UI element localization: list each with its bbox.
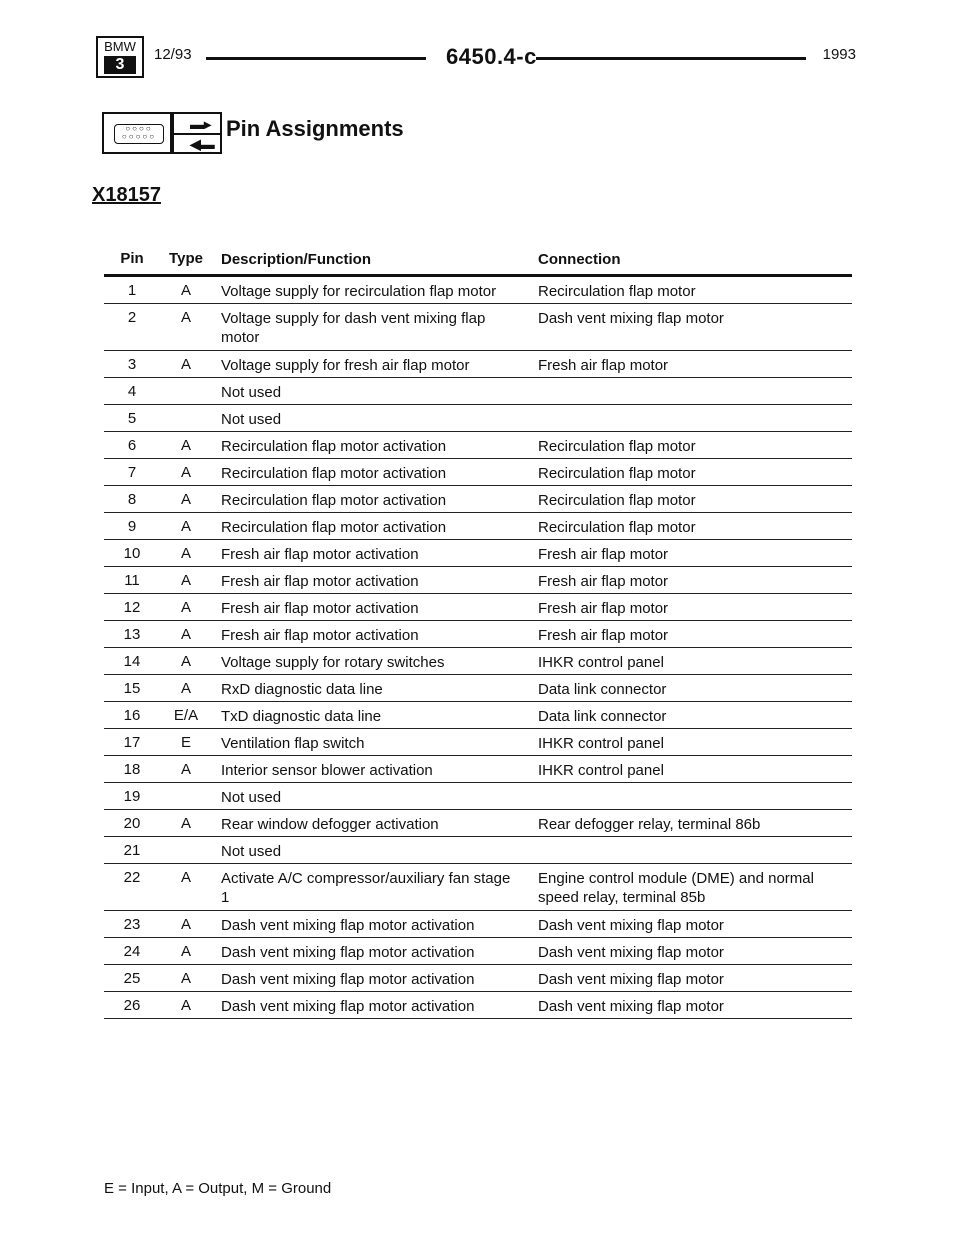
description-cell: Not used <box>221 411 282 428</box>
description-cell: Voltage supply for dash vent mixing flap motor <box>221 310 486 346</box>
pin-cell: 26 <box>123 997 141 1014</box>
table-row <box>104 756 852 783</box>
table-row <box>104 351 852 378</box>
table-row <box>104 432 852 459</box>
header-year: 1993 <box>822 46 856 63</box>
type-cell: A <box>180 545 191 562</box>
connection-cell: Dash vent mixing flap motor <box>538 998 724 1015</box>
connector-plug-icon: ○○○○ ○○○○○ <box>114 124 164 144</box>
table-row <box>104 992 852 1019</box>
pin-cell: 7 <box>127 464 137 481</box>
description-cell: Recirculation flap motor activation <box>221 492 447 509</box>
table-header <box>104 248 852 277</box>
pin-cell: 9 <box>127 518 137 535</box>
connection-cell: Recirculation flap motor <box>538 465 696 482</box>
type-cell: A <box>180 653 191 670</box>
pin-cell: 22 <box>123 869 141 886</box>
table-row <box>104 702 852 729</box>
description-cell: Recirculation flap motor activation <box>221 438 447 455</box>
pin-cell: 17 <box>123 734 141 751</box>
document-number: 6450.4-c <box>446 44 537 69</box>
connector-icon <box>102 112 172 154</box>
pin-cell: 10 <box>123 545 141 562</box>
logo-brand-text: BMW <box>104 39 136 54</box>
column-header-description: Description/Function <box>221 251 371 268</box>
pin-cell: 2 <box>127 309 137 326</box>
table-row <box>104 277 852 304</box>
type-cell: A <box>180 356 191 373</box>
description-cell: Recirculation flap motor activation <box>221 519 447 536</box>
description-cell: Not used <box>221 384 282 401</box>
column-header-type: Type <box>169 250 203 267</box>
type-cell: A <box>180 599 191 616</box>
table-row <box>104 621 852 648</box>
type-cell: A <box>180 518 191 535</box>
description-cell: TxD diagnostic data line <box>221 708 382 725</box>
table-body <box>104 277 852 1019</box>
description-cell: Fresh air flap motor activation <box>221 600 419 617</box>
table-row <box>104 594 852 621</box>
table-row <box>104 965 852 992</box>
description-cell: Fresh air flap motor activation <box>221 627 419 644</box>
pin-cell: 6 <box>127 437 137 454</box>
header-rule-right <box>536 57 806 60</box>
pin-cell: 18 <box>123 761 141 778</box>
connection-cell: Fresh air flap motor <box>538 357 669 374</box>
type-cell: A <box>180 572 191 589</box>
table-row <box>104 459 852 486</box>
description-cell: Rear window defogger activation <box>221 816 439 833</box>
pin-cell: 24 <box>123 943 141 960</box>
connection-cell: Data link connector <box>538 708 667 725</box>
pin-cell: 4 <box>127 383 137 400</box>
connection-cell: IHKR control panel <box>538 654 664 671</box>
output-arrow-icon: ▬▸ <box>190 116 212 132</box>
connection-cell: Dash vent mixing flap motor <box>538 917 724 934</box>
page-header <box>96 36 856 80</box>
table-row <box>104 837 852 864</box>
connection-cell: Fresh air flap motor <box>538 573 669 590</box>
table-row <box>104 486 852 513</box>
connection-cell: Engine control module (DME) and normal speed relay, terminal 85b <box>538 870 814 906</box>
description-cell: Voltage supply for rotary switches <box>221 654 445 671</box>
connection-cell: Dash vent mixing flap motor <box>538 944 724 961</box>
type-cell: E <box>180 734 191 751</box>
type-cell: A <box>180 309 191 326</box>
pin-cell: 21 <box>123 842 141 859</box>
table-row <box>104 304 852 351</box>
table-row <box>104 378 852 405</box>
description-cell: Dash vent mixing flap motor activation <box>221 971 475 988</box>
connection-cell: Recirculation flap motor <box>538 438 696 455</box>
pin-cell: 16 <box>123 707 141 724</box>
type-cell: A <box>180 943 191 960</box>
description-cell: Activate A/C compressor/auxiliary fan stage 1 <box>221 870 511 906</box>
description-cell: Dash vent mixing flap motor activation <box>221 944 475 961</box>
type-cell: A <box>180 491 191 508</box>
pin-cell: 5 <box>127 410 137 427</box>
table-row <box>104 911 852 938</box>
header-date: 12/93 <box>154 46 192 63</box>
description-cell: Fresh air flap motor activation <box>221 573 419 590</box>
connection-cell: Rear defogger relay, terminal 86b <box>538 816 761 833</box>
description-cell: Dash vent mixing flap motor activation <box>221 917 475 934</box>
connection-cell: Data link connector <box>538 681 667 698</box>
pin-cell: 8 <box>127 491 137 508</box>
connection-cell: IHKR control panel <box>538 762 664 779</box>
description-cell: Voltage supply for recirculation flap motor <box>221 283 497 300</box>
pin-cell: 15 <box>123 680 141 697</box>
pin-cell: 3 <box>127 356 137 373</box>
description-cell: Recirculation flap motor activation <box>221 465 447 482</box>
table-row <box>104 783 852 810</box>
table-row <box>104 729 852 756</box>
type-cell: E/A <box>173 707 199 724</box>
type-cell: A <box>180 464 191 481</box>
connection-cell: Recirculation flap motor <box>538 283 696 300</box>
type-cell: A <box>180 970 191 987</box>
description-cell: Voltage supply for fresh air flap motor <box>221 357 470 374</box>
legend-note: E = Input, A = Output, M = Ground <box>104 1180 332 1197</box>
connection-cell: IHKR control panel <box>538 735 664 752</box>
logo-series-text: 3 <box>104 56 136 74</box>
type-cell: A <box>180 680 191 697</box>
input-arrow-icon: ◀▬ <box>190 136 215 152</box>
description-cell: Not used <box>221 789 282 806</box>
pin-cell: 1 <box>127 282 137 299</box>
table-row <box>104 810 852 837</box>
connection-cell: Recirculation flap motor <box>538 492 696 509</box>
table-row <box>104 675 852 702</box>
pin-cell: 23 <box>123 916 141 933</box>
connection-cell: Dash vent mixing flap motor <box>538 971 724 988</box>
connection-cell: Dash vent mixing flap motor <box>538 310 724 327</box>
table-row <box>104 864 852 911</box>
description-cell: Dash vent mixing flap motor activation <box>221 998 475 1015</box>
type-cell: A <box>180 869 191 886</box>
connector-id: X18157 <box>92 184 161 206</box>
description-cell: RxD diagnostic data line <box>221 681 383 698</box>
connection-cell: Fresh air flap motor <box>538 600 669 617</box>
pin-cell: 13 <box>123 626 141 643</box>
type-cell: A <box>180 282 191 299</box>
type-cell: A <box>180 626 191 643</box>
description-cell: Interior sensor blower activation <box>221 762 433 779</box>
header-rule-left <box>206 57 426 60</box>
pin-cell: 12 <box>123 599 141 616</box>
table-row <box>104 513 852 540</box>
connection-cell: Fresh air flap motor <box>538 546 669 563</box>
connection-cell: Recirculation flap motor <box>538 519 696 536</box>
description-cell: Not used <box>221 843 282 860</box>
connection-cell: Fresh air flap motor <box>538 627 669 644</box>
bmw-series-logo <box>96 36 144 78</box>
section-title: Pin Assignments <box>226 116 404 141</box>
signal-direction-icon <box>172 112 222 154</box>
pin-cell: 25 <box>123 970 141 987</box>
description-cell: Ventilation flap switch <box>221 735 365 752</box>
pin-cell: 11 <box>124 572 140 589</box>
table-row <box>104 405 852 432</box>
table-row <box>104 938 852 965</box>
pin-cell: 20 <box>123 815 141 832</box>
description-cell: Fresh air flap motor activation <box>221 546 419 563</box>
type-cell: A <box>180 761 191 778</box>
type-cell: A <box>180 437 191 454</box>
table-row <box>104 567 852 594</box>
type-cell: A <box>180 997 191 1014</box>
icon-divider <box>174 133 220 135</box>
column-header-connection: Connection <box>538 251 621 268</box>
table-row <box>104 648 852 675</box>
type-cell: A <box>180 916 191 933</box>
table-row <box>104 540 852 567</box>
pin-assignment-table <box>104 248 852 1019</box>
pin-cell: 19 <box>123 788 141 805</box>
pin-cell: 14 <box>123 653 141 670</box>
type-cell: A <box>180 815 191 832</box>
column-header-pin: Pin <box>120 250 144 267</box>
